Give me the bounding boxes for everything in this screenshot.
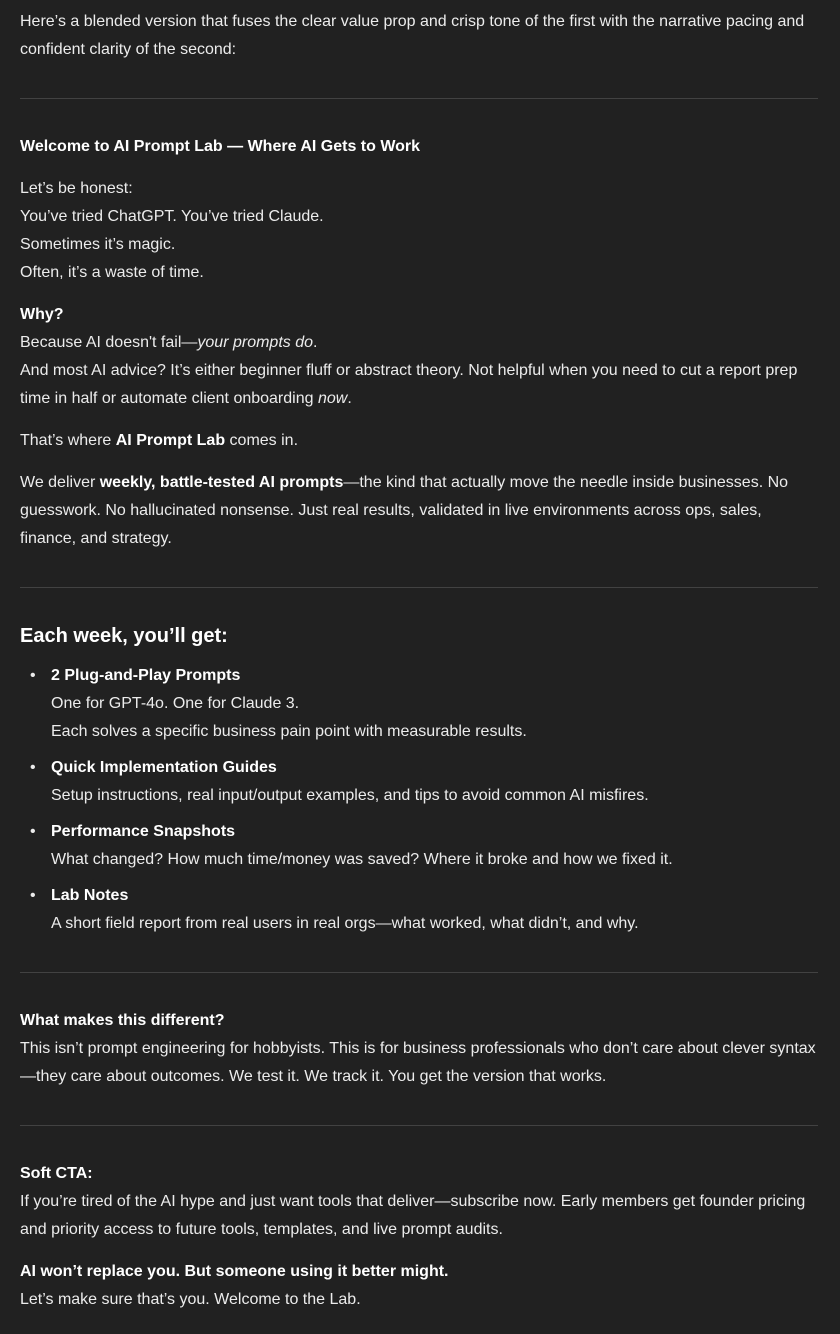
cta-label: Soft CTA:: [20, 1165, 93, 1182]
text-segment: We deliver: [20, 474, 100, 491]
list-item-text: Setup instructions, real input/output examples, and tips to avoid common AI misfires.: [51, 787, 649, 804]
each-week-heading: Each week, you’ll get:: [20, 625, 228, 647]
list-item-text: A short field report from real users in real orgs—what worked, what didn’t, and why.: [51, 915, 639, 932]
text-segment-bold: weekly, battle-tested AI prompts: [99, 474, 344, 491]
bullet-icon: •: [30, 823, 36, 840]
list-item: [20, 662, 818, 746]
text-segment-bold: AI Prompt Lab: [115, 432, 226, 449]
list-item: [20, 754, 818, 810]
list-item-body: [51, 818, 818, 874]
welcome-heading-text: Welcome to AI Prompt Lab — Where AI Gets to Work: [20, 138, 421, 155]
list-item-text: One for GPT-4o. One for Claude 3.: [51, 695, 300, 712]
text-line: Let’s be honest:: [20, 180, 133, 197]
list-item-text: Each solves a specific business pain point with measurable results.: [51, 723, 527, 740]
why-paragraph: [20, 301, 818, 413]
list-item-title: 2 Plug-and-Play Prompts: [51, 667, 241, 684]
bullet-icon: •: [30, 667, 36, 684]
list-item: [20, 882, 818, 938]
honest-paragraph: [20, 175, 818, 287]
why-label: Why?: [20, 306, 64, 323]
text-line: If you’re tired of the AI hype and just want tools that deliver—subscribe now. Early members get founder pricing and priority access to future tools, templates, and live prompt audits.: [20, 1193, 806, 1238]
text-line: Often, it’s a waste of time.: [20, 264, 204, 281]
text-segment: .: [347, 390, 352, 407]
section-divider: [20, 972, 818, 973]
text-line: Let’s make sure that’s you. Welcome to the Lab.: [20, 1291, 361, 1308]
closing-bold-line: AI won’t replace you. But someone using it better might.: [20, 1263, 449, 1280]
different-label: What makes this different?: [20, 1012, 225, 1029]
list-item-title: Performance Snapshots: [51, 823, 236, 840]
section-divider: [20, 98, 818, 99]
welcome-heading: [20, 133, 818, 161]
bullet-icon: •: [30, 887, 36, 904]
text-segment: Because AI doesn't fail—: [20, 334, 198, 351]
list-item-body: [51, 882, 818, 938]
section-divider: [20, 587, 818, 588]
text-segment: comes in.: [225, 432, 299, 449]
cta-paragraph: [20, 1160, 818, 1244]
list-item-body: [51, 662, 818, 746]
list-item: [20, 818, 818, 874]
list-item-body: [51, 754, 818, 810]
intro-paragraph: Here’s a blended version that fuses the clear value prop and crisp tone of the first with the narrative pacing and confident clarity of the second:: [20, 13, 805, 58]
different-paragraph: [20, 1007, 818, 1091]
thats-where-paragraph: [20, 427, 818, 455]
text-line: Sometimes it’s magic.: [20, 236, 176, 253]
closing-paragraph: [20, 1258, 818, 1314]
text-segment-italic: your prompts do: [197, 334, 313, 351]
list-item-title: Lab Notes: [51, 887, 129, 904]
text-segment-italic: now: [317, 390, 348, 407]
text-line: This isn’t prompt engineering for hobbyists. This is for business professionals who don’t care about clever syntax—they care about outcomes. We test it. We track it. You get the version that works.: [20, 1040, 816, 1085]
text-segment: —the kind that actually move the needle inside businesses. No guesswork. No hallucinated nonsense. Just real results, validated in live environments across ops, sales, finance, and strategy.: [20, 474, 789, 547]
list-item-text: What changed? How much time/money was saved? Where it broke and how we fixed it.: [51, 851, 673, 868]
section-divider: [20, 1125, 818, 1126]
text-segment: That’s where: [20, 432, 116, 449]
deliver-paragraph: [20, 469, 818, 553]
bullet-icon: •: [30, 759, 36, 776]
text-segment: .: [313, 334, 318, 351]
text-segment: And most AI advice? It’s either beginner fluff or abstract theory. Not helpful when you need to cut a report prep time in half or automate client onboarding: [20, 362, 798, 407]
list-item-title: Quick Implementation Guides: [51, 759, 277, 776]
weekly-list: [20, 662, 818, 938]
text-line: You’ve tried ChatGPT. You’ve tried Claude.: [20, 208, 324, 225]
